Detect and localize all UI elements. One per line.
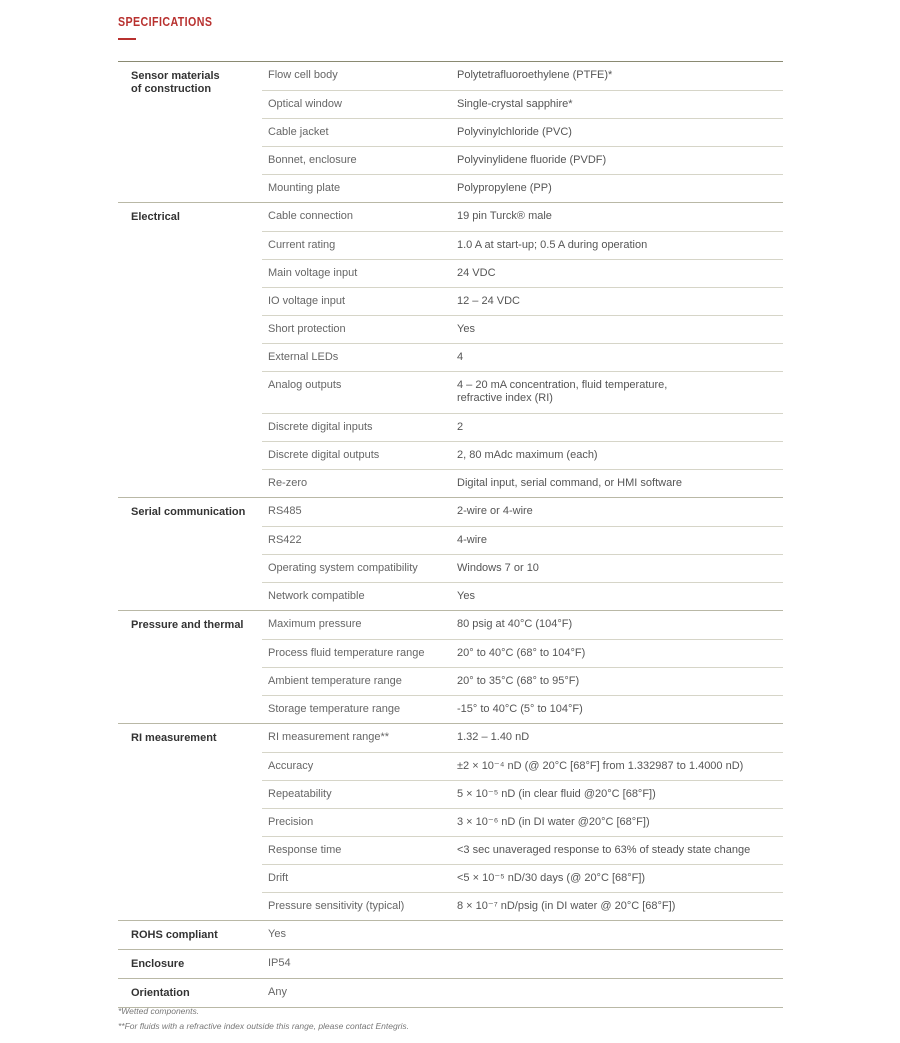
spec-property: Analog outputs: [268, 379, 342, 391]
spec-value: 2: [457, 421, 464, 433]
spec-value: Digital input, serial command, or HMI software: [457, 477, 682, 489]
spec-value: 2, 80 mAdc maximum (each): [457, 449, 598, 461]
spec-value: ±2 × 10⁻⁴ nD (@ 20°C [68°F] from 1.332987 to 1.4000 nD): [457, 760, 744, 772]
spec-group: [118, 203, 783, 498]
spec-value: 80 psig at 40°C (104°F): [457, 618, 573, 630]
footnotes: [118, 1004, 409, 1034]
spec-property: Discrete digital outputs: [268, 449, 380, 461]
spec-group-name: Sensor materials of construction: [131, 70, 220, 95]
table-row: [262, 469, 783, 497]
spec-value: 5 × 10⁻⁵ nD (in clear fluid @20°C [68°F]): [457, 788, 656, 800]
spec-value: Polytetrafluoroethylene (PTFE)*: [457, 69, 613, 81]
specifications-table: [118, 61, 783, 1008]
table-row: [262, 315, 783, 343]
spec-group: [118, 724, 783, 921]
spec-value: 8 × 10⁻⁷ nD/psig (in DI water @ 20°C [68°F]): [457, 900, 676, 912]
spec-value: 1.0 A at start-up; 0.5 A during operation: [457, 239, 648, 251]
spec-property: Precision: [268, 816, 314, 828]
table-row: [262, 979, 783, 1007]
spec-property: Current rating: [268, 239, 336, 251]
spec-value: [457, 979, 783, 1007]
spec-property: Cable connection: [268, 210, 354, 222]
spec-value: -15° to 40°C (5° to 104°F): [457, 703, 583, 715]
spec-value: Polyvinylchloride (PVC): [457, 126, 572, 138]
spec-group: [118, 498, 783, 611]
spec-property: IO voltage input: [268, 295, 346, 307]
table-row: [262, 892, 783, 920]
spec-property: Response time: [268, 844, 342, 856]
spec-value: 12 – 24 VDC: [457, 295, 520, 307]
table-row: [262, 371, 783, 413]
table-row: [262, 62, 783, 90]
page-title: SPECIFICATIONS: [118, 14, 213, 29]
spec-value: 4-wire: [457, 534, 487, 546]
spec-property: Discrete digital inputs: [268, 421, 373, 433]
spec-group-rows: [262, 62, 783, 202]
table-row: [262, 441, 783, 469]
spec-value: 24 VDC: [457, 267, 496, 279]
table-row: [262, 864, 783, 892]
table-row: [262, 174, 783, 202]
table-row: [262, 582, 783, 610]
spec-property: Maximum pressure: [268, 618, 362, 630]
table-row: [262, 90, 783, 118]
spec-value: Yes: [457, 590, 475, 602]
table-row: [262, 231, 783, 259]
spec-property: Storage temperature range: [268, 703, 401, 715]
table-row: [262, 921, 783, 949]
table-row: [262, 639, 783, 667]
spec-value: Windows 7 or 10: [457, 562, 539, 574]
spec-value: 2-wire or 4-wire: [457, 505, 533, 517]
spec-property: Mounting plate: [268, 182, 341, 194]
spec-value: Polypropylene (PP): [457, 182, 552, 194]
spec-value: 3 × 10⁻⁶ nD (in DI water @20°C [68°F]): [457, 816, 650, 828]
table-row: [262, 667, 783, 695]
table-row: [262, 836, 783, 864]
table-row: [262, 146, 783, 174]
spec-property: Any: [268, 986, 287, 998]
spec-group-name: Pressure and thermal: [131, 619, 244, 631]
spec-property: Accuracy: [268, 760, 314, 772]
spec-group-rows: [262, 921, 783, 949]
table-row: [262, 554, 783, 582]
footnote-refractive-index: **For fluids with a refractive index outside this range, please contact Entegris.: [118, 1021, 410, 1031]
spec-value: 20° to 40°C (68° to 104°F): [457, 647, 586, 659]
spec-group-rows: [262, 950, 783, 978]
table-row: [262, 780, 783, 808]
table-row: [262, 611, 783, 639]
spec-value: Yes: [457, 323, 475, 335]
spec-property: RS485: [268, 505, 302, 517]
spec-property: Drift: [268, 872, 289, 884]
table-row: [262, 695, 783, 723]
spec-group: [118, 62, 783, 203]
table-row: [262, 287, 783, 315]
spec-property: External LEDs: [268, 351, 339, 363]
spec-group-name: RI measurement: [131, 732, 217, 744]
table-row: [262, 808, 783, 836]
spec-value: Polyvinylidene fluoride (PVDF): [457, 154, 607, 166]
title-underline: [118, 38, 136, 40]
spec-property: Pressure sensitivity (typical): [268, 900, 405, 912]
spec-group-name: Electrical: [131, 211, 180, 223]
spec-group-name: ROHS compliant: [131, 929, 218, 941]
table-row: [262, 950, 783, 978]
table-row: [262, 526, 783, 554]
spec-value: 19 pin Turck® male: [457, 210, 552, 222]
spec-value: <5 × 10⁻⁵ nD/30 days (@ 20°C [68°F]): [457, 872, 646, 884]
table-row: [262, 118, 783, 146]
spec-group: [118, 950, 783, 979]
spec-group: [118, 611, 783, 724]
table-row: [262, 413, 783, 441]
footnote-wetted: *Wetted components.: [118, 1006, 200, 1016]
spec-property: Optical window: [268, 98, 342, 110]
spec-value: Single-crystal sapphire*: [457, 98, 573, 110]
spec-property: Operating system compatibility: [268, 562, 418, 574]
spec-value: 20° to 35°C (68° to 95°F): [457, 675, 580, 687]
table-row: [262, 203, 783, 231]
spec-value: [457, 950, 783, 978]
spec-group: [118, 921, 783, 950]
spec-property: Bonnet, enclosure: [268, 154, 357, 166]
spec-group-name: Serial communication: [131, 506, 246, 518]
spec-property: Re-zero: [268, 477, 308, 489]
spec-group-rows: [262, 498, 783, 610]
spec-property: Flow cell body: [268, 69, 338, 81]
spec-property: IP54: [268, 957, 291, 969]
table-row: [262, 259, 783, 287]
spec-property: RI measurement range**: [268, 731, 390, 743]
spec-value: 4: [457, 351, 464, 363]
spec-value: 4 – 20 mA concentration, fluid temperature, refractive index (RI): [457, 379, 668, 404]
table-row: [262, 724, 783, 752]
table-row: [262, 752, 783, 780]
spec-property: Network compatible: [268, 590, 365, 602]
spec-group-rows: [262, 979, 783, 1007]
spec-group-name: Orientation: [131, 987, 190, 999]
spec-property: Repeatability: [268, 788, 332, 800]
spec-group-rows: [262, 724, 783, 920]
spec-value: <3 sec unaveraged response to 63% of steady state change: [457, 844, 751, 856]
spec-property: Ambient temperature range: [268, 675, 402, 687]
spec-value: [457, 921, 783, 949]
spec-group-rows: [262, 203, 783, 497]
spec-group-rows: [262, 611, 783, 723]
table-row: [262, 343, 783, 371]
spec-property: Yes: [268, 928, 286, 940]
spec-property: RS422: [268, 534, 302, 546]
spec-value: 1.32 – 1.40 nD: [457, 731, 530, 743]
spec-property: Short protection: [268, 323, 346, 335]
spec-property: Process fluid temperature range: [268, 647, 425, 659]
spec-group-name: Enclosure: [131, 958, 185, 970]
spec-property: Cable jacket: [268, 126, 329, 138]
spec-property: Main voltage input: [268, 267, 358, 279]
table-row: [262, 498, 783, 526]
